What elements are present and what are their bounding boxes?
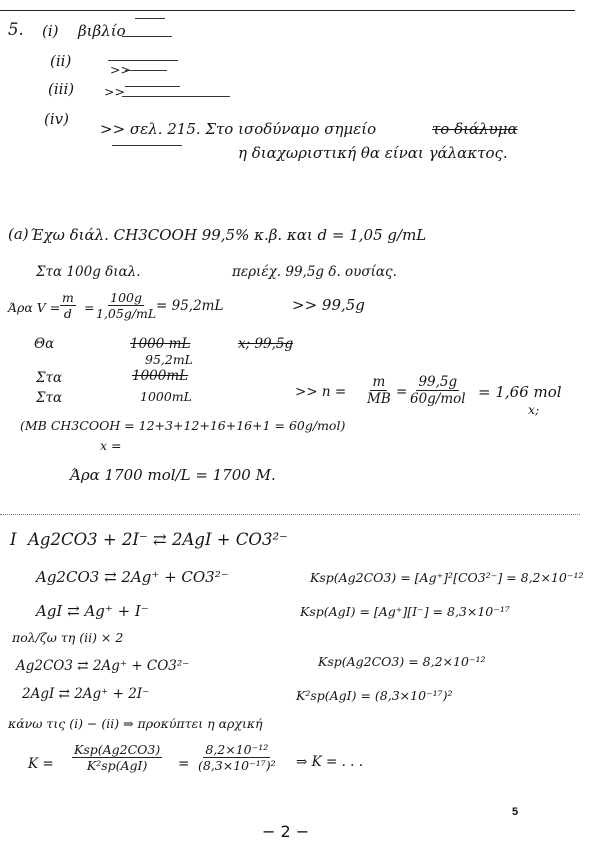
numerator: 8,2×10⁻¹²	[205, 742, 269, 757]
denominator: 1,05g/mL	[96, 306, 157, 321]
reaction-2agi: 2AgI ⇄ 2Ag⁺ + 2I⁻	[22, 686, 150, 702]
part-a-molar-mass: (MB CH3COOH = 12+3+12+16+16+1 = 60g/mol)	[20, 418, 346, 433]
subtraction-step: κάνω τις (i) − (ii) ⇒ προκύπτει η αρχική	[8, 716, 263, 731]
sub-iv-label: (iv)	[44, 110, 69, 128]
numerator: Ksp(Ag2CO3)	[74, 742, 161, 757]
reaction-agi: AgI ⇄ Ag⁺ + I⁻	[36, 602, 149, 620]
sub-iii-label: (iii)	[48, 80, 75, 98]
part-a-line2a: Στα 100g διαλ.	[36, 264, 141, 280]
answer-line	[108, 60, 178, 61]
k-result: ⇒ K = . . .	[296, 754, 364, 770]
answer-line	[112, 145, 182, 146]
sub-iv-text: >> σελ. 215. Στο ισοδύναμο σημείο	[100, 120, 377, 138]
part-a-line6b: 1000mL	[132, 368, 189, 384]
sub-ii-label: (ii)	[50, 52, 72, 70]
equals-sign: =	[178, 756, 190, 772]
sub-iv-line2: η διαχωριστική θα είναι γάλακτος.	[238, 144, 508, 162]
sub-ii-arrow: >>	[110, 62, 131, 77]
part-a-line1: Έχω διάλ. CH3COOH 99,5% κ.β. και d = 1,05 g/mL	[30, 226, 427, 244]
reaction-ag2co3-repeat: Ag2CO3 ⇄ 2Ag⁺ + CO3²⁻	[16, 658, 190, 674]
part-a-line7c: >> n =	[295, 384, 347, 400]
part-a-line7d: = 1,66 mol	[478, 383, 562, 401]
part-a-line4a: Θα	[34, 336, 55, 352]
denominator: d	[63, 306, 72, 321]
ksp-ag2co3-repeat: Ksp(Ag2CO3) = 8,2×10⁻¹²	[318, 654, 486, 669]
answer-line	[125, 70, 167, 71]
top-rule	[0, 10, 575, 11]
sub-iv-struck-text: το διάλυμα	[432, 120, 518, 138]
numerator: 99,5g	[418, 374, 458, 390]
sub-i-label: (i)	[42, 22, 59, 40]
part-a-line7a: Στα	[36, 390, 63, 406]
part-a-label: (a)	[8, 225, 29, 243]
exam-answer-page: 5. (i) βιβλίο (ii) >> (iii) >> (iv) >> σελ. 215. Στο ισοδύναμο σημείο το διάλυμα η διαχωριστική θα είναι γάλακτος. (a) Έχω διάλ. CH3COOH 99,5% κ.β. και d = 1,05 g/mL Στα 100g διαλ. περιέχ. 99,5g δ. ουσίας. Άρα V = $\frac{m}{d}$ = $\frac{100g}{1,05g/mL}$ = 95,2mL >> 99,5g Θα 1000 mL x; 99,5g 95,2mL Στα 1000mL Στα 1000mL >> n = $\frac{m}{MB}$ = 99,5g 60g/mol = 1,66 mol x; (MB CH3COOH = 12+3+12+16+16+1 = 60g/mol) x = Άρα 1700 mol/L = 1700 M. I Ag2CO3 + 2I⁻ ⇄ 2AgI + CO3²⁻ Ag2CO3 ⇄ 2Ag⁺ + CO3²⁻ Ksp(Ag2CO3) = [Ag⁺]²[CO3²⁻] = 8,2×10⁻¹² AgI ⇄ Ag⁺ + I⁻ Ksp(AgI) = [Ag⁺][I⁻] = 8,3×10⁻¹⁷ πολ/ζω τη (ii) × 2 Ag2CO3 ⇄ 2Ag⁺ + CO3²⁻ Ksp(Ag2CO3) = 8,2×10⁻¹² 2AgI ⇄ 2Ag⁺ + 2I⁻ K²sp(AgI) = (8,3×10⁻¹⁷)² κάνω τις (i) − (ii) ⇒ προκύπτει η αρχική K = Ksp(Ag2CO3) K²sp(AgI) = $\frac{\text{8,2×10⁻¹²}}{\text{(8,3×10⁻¹⁷)²}}$ ⇒ K = . . . 5 − 2 −	[0, 0, 595, 842]
reaction-main: Ag2CO3 + 2I⁻ ⇄ 2AgI + CO3²⁻	[28, 530, 288, 549]
fraction-100g-over-density	[94, 290, 158, 321]
part-a-line6a: Στα	[36, 370, 63, 386]
part-a-line4c: x; 99,5g	[238, 336, 294, 352]
fraction-mass-over-molar	[408, 374, 468, 407]
question-number: 5.	[8, 20, 24, 39]
page-number: 5	[512, 806, 519, 818]
answer-line	[122, 36, 172, 37]
denominator: 60g/mol	[410, 391, 466, 408]
ksp-agi: Ksp(AgI) = [Ag⁺][I⁻] = 8,3×10⁻¹⁷	[300, 604, 510, 619]
numerator: m	[62, 290, 74, 305]
numerator: 100g	[110, 290, 143, 305]
part-a-line7e: x;	[528, 402, 540, 417]
ksp-ag2co3: Ksp(Ag2CO3) = [Ag⁺]²[CO3²⁻] = 8,2×10⁻¹²	[310, 570, 584, 585]
sub-i-text: βιβλίο	[78, 22, 126, 40]
answer-line	[122, 96, 230, 97]
fraction-m-over-mb	[365, 374, 393, 407]
part-a-line3c: >> 99,5g	[292, 296, 365, 314]
part-a-line7b: 1000mL	[140, 389, 192, 404]
fraction-numeric-ratio	[196, 742, 278, 773]
denominator: (8,3×10⁻¹⁷)²	[198, 758, 276, 773]
reaction-ag2co3: Ag2CO3 ⇄ 2Ag⁺ + CO3²⁻	[36, 568, 229, 586]
part-a-line4b: 1000 mL	[130, 336, 191, 352]
part-a-line5b: 95,2mL	[145, 352, 193, 367]
numerator: m	[372, 374, 386, 390]
part-a-line3b: = 95,2mL	[156, 298, 224, 314]
part-b-label: I	[10, 530, 17, 549]
answer-line	[135, 18, 165, 19]
part-a-line3a: Άρα V =	[8, 300, 61, 315]
ksp-agi-squared: K²sp(AgI) = (8,3×10⁻¹⁷)²	[296, 688, 453, 703]
fraction-m-over-d	[60, 290, 76, 321]
k-label: K =	[28, 756, 54, 772]
part-a-line9: x =	[100, 438, 122, 453]
answer-line	[125, 86, 180, 87]
denominator: K²sp(AgI)	[86, 758, 148, 773]
part-a-conclusion: Άρα 1700 mol/L = 1700 M.	[70, 466, 276, 484]
sub-iii-arrow: >>	[104, 84, 125, 99]
part-a-line2b: περιέχ. 99,5g δ. ουσίας.	[232, 264, 397, 280]
footer-page-marker: − 2 −	[262, 822, 310, 841]
divider	[0, 514, 580, 515]
denominator: MB	[367, 391, 391, 408]
fraction-ksp-ratio	[72, 742, 162, 773]
multiply-step: πολ/ζω τη (ii) × 2	[12, 630, 124, 645]
